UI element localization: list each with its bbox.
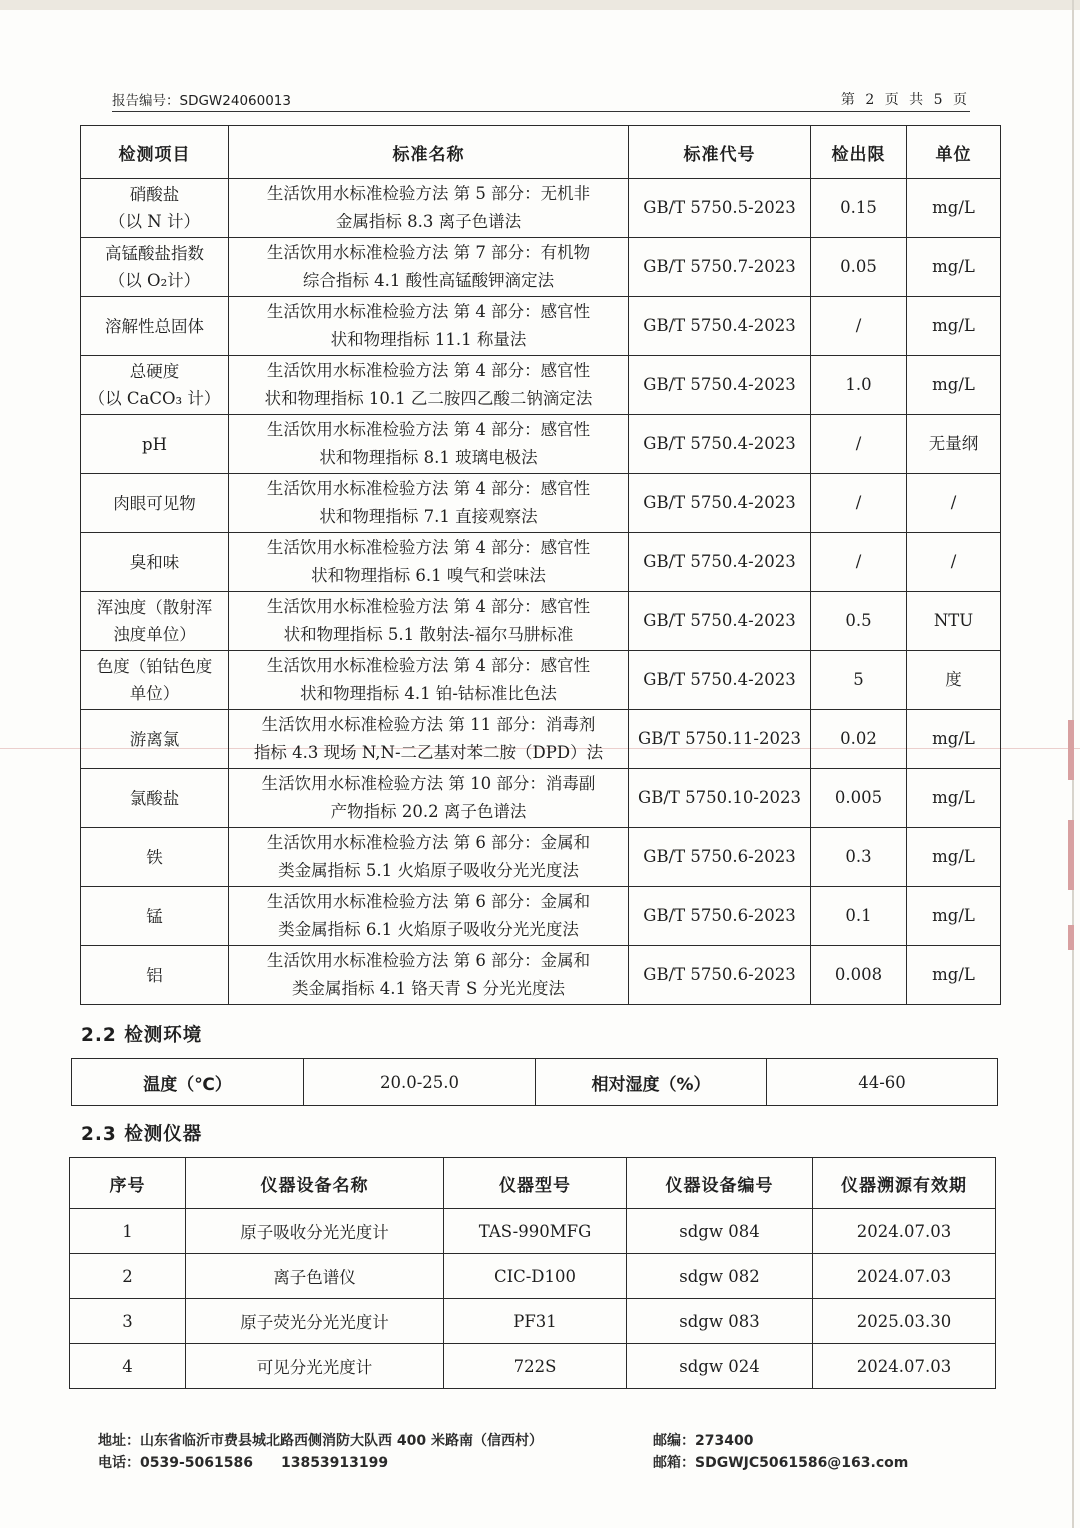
- unit: mg/L: [907, 297, 1001, 356]
- stamp-edge-mark: [1068, 720, 1074, 780]
- detection-limit: 0.02: [811, 710, 907, 769]
- item-cell: [81, 238, 229, 297]
- page-header: [112, 87, 970, 112]
- item-cell: [81, 769, 229, 828]
- table-row: [81, 356, 1001, 415]
- calibration-expiry: 2024.07.03: [813, 1209, 996, 1254]
- column-header: 仪器型号: [444, 1158, 627, 1209]
- instrument-model: CIC-D100: [444, 1254, 627, 1299]
- instrument-model: 722S: [444, 1344, 627, 1389]
- standard-name-line: 状和物理指标 4.1 铂-钴标准比色法: [300, 684, 557, 703]
- calibration-expiry: 2024.07.03: [813, 1254, 996, 1299]
- column-header: 仪器设备编号: [627, 1158, 813, 1209]
- serial-number: 4: [70, 1344, 186, 1389]
- item-basis: （以 O₂计）: [108, 271, 201, 290]
- item-basis: 浊度单位）: [113, 625, 196, 644]
- standard-name-cell: [229, 828, 629, 887]
- item-cell: [81, 828, 229, 887]
- detection-limit: /: [811, 533, 907, 592]
- standard-name-line: 状和物理指标 5.1 散射法-福尔马肼标准: [283, 625, 574, 644]
- column-header: 标准名称: [229, 126, 629, 179]
- table-row: [72, 1059, 998, 1106]
- standard-name-line: 生活饮用水标准检验方法 第 11 部分：消毒剂: [261, 715, 596, 734]
- page-number: 第 2 页 共 5 页: [840, 92, 970, 108]
- item-cell: [81, 946, 229, 1005]
- instrument-name: 原子荧光分光光度计: [186, 1299, 444, 1344]
- standard-name-line: 指标 4.3 现场 N,N-二乙基对苯二胺（DPD）法: [253, 743, 604, 762]
- standard-name-line: 生活饮用水标准检验方法 第 6 部分：金属和: [266, 833, 591, 852]
- standard-code: GB/T 5750.10-2023: [629, 769, 811, 828]
- item-basis: 单位）: [129, 684, 180, 703]
- unit: mg/L: [907, 769, 1001, 828]
- standard-name-cell: [229, 651, 629, 710]
- table-row: [81, 887, 1001, 946]
- standard-name-line: 生活饮用水标准检验方法 第 4 部分：感官性: [266, 538, 591, 557]
- item-name: 铝: [146, 965, 163, 985]
- standard-name-line: 生活饮用水标准检验方法 第 6 部分：金属和: [266, 951, 591, 970]
- standard-name-line: 状和物理指标 7.1 直接观察法: [319, 507, 538, 526]
- instruments-table: [69, 1157, 996, 1389]
- humidity-value: 44-60: [767, 1059, 998, 1106]
- detection-limit: /: [811, 415, 907, 474]
- instrument-model: PF31: [444, 1299, 627, 1344]
- item-basis: （以 N 计）: [109, 212, 200, 231]
- standard-code: GB/T 5750.6-2023: [629, 828, 811, 887]
- table-row: [81, 769, 1001, 828]
- standard-name-cell: [229, 592, 629, 651]
- standard-name-line: 状和物理指标 6.1 嗅气和尝味法: [311, 566, 546, 585]
- standard-name-cell: [229, 533, 629, 592]
- unit: 无量纲: [907, 415, 1001, 474]
- standard-name-line: 生活饮用水标准检验方法 第 10 部分：消毒副: [261, 774, 596, 793]
- temperature-label: 温度（℃）: [72, 1059, 304, 1106]
- standard-code: GB/T 5750.5-2023: [629, 179, 811, 238]
- instruments-header-row: [70, 1158, 996, 1209]
- standard-name-cell: [229, 946, 629, 1005]
- standard-code: GB/T 5750.6-2023: [629, 946, 811, 1005]
- standard-code: GB/T 5750.4-2023: [629, 533, 811, 592]
- table-row: [70, 1254, 996, 1299]
- standard-name-line: 状和物理指标 8.1 玻璃电极法: [319, 448, 538, 467]
- standard-name-line: 生活饮用水标准检验方法 第 5 部分：无机非: [266, 184, 591, 203]
- standard-name-cell: [229, 297, 629, 356]
- standard-name-cell: [229, 415, 629, 474]
- item-cell: [81, 179, 229, 238]
- standard-name-line: 生活饮用水标准检验方法 第 4 部分：感官性: [266, 361, 591, 380]
- item-name: 硝酸盐: [129, 185, 180, 204]
- column-header: 标准代号: [629, 126, 811, 179]
- standard-code: GB/T 5750.11-2023: [629, 710, 811, 769]
- table-row: [81, 946, 1001, 1005]
- item-cell: [81, 533, 229, 592]
- detection-limit: 0.3: [811, 828, 907, 887]
- standard-name-line: 综合指标 4.1 酸性高锰酸钾滴定法: [302, 271, 555, 290]
- stamp-edge-mark: [1068, 820, 1074, 890]
- standard-name-line: 类金属指标 4.1 铬天青 S 分光光度法: [291, 979, 566, 998]
- standard-name-cell: [229, 238, 629, 297]
- standard-code: GB/T 5750.4-2023: [629, 651, 811, 710]
- standard-name-line: 生活饮用水标准检验方法 第 4 部分：感官性: [266, 597, 591, 616]
- detection-limit: 0.1: [811, 887, 907, 946]
- unit: mg/L: [907, 710, 1001, 769]
- unit: mg/L: [907, 887, 1001, 946]
- detection-limit: 0.008: [811, 946, 907, 1005]
- standard-code: GB/T 5750.4-2023: [629, 356, 811, 415]
- unit: /: [907, 533, 1001, 592]
- item-cell: [81, 297, 229, 356]
- table-row: [81, 238, 1001, 297]
- unit: 度: [907, 651, 1001, 710]
- table-row: [81, 415, 1001, 474]
- standard-name-cell: [229, 474, 629, 533]
- item-name: 高锰酸盐指数: [105, 244, 204, 263]
- column-header: 检出限: [811, 126, 907, 179]
- calibration-expiry: 2025.03.30: [813, 1299, 996, 1344]
- standard-code: GB/T 5750.4-2023: [629, 415, 811, 474]
- serial-number: 3: [70, 1299, 186, 1344]
- instrument-id: sdgw 084: [627, 1209, 813, 1254]
- table-row: [81, 533, 1001, 592]
- standards-table: [80, 125, 1001, 1005]
- standard-name-line: 金属指标 8.3 离子色谱法: [335, 212, 522, 231]
- column-header: 仪器设备名称: [186, 1158, 444, 1209]
- standard-name-line: 类金属指标 5.1 火焰原子吸收分光光度法: [278, 861, 579, 880]
- item-name: 色度（铂钴色度: [96, 657, 213, 676]
- item-name: 溶解性总固体: [105, 316, 204, 336]
- detection-limit: /: [811, 474, 907, 533]
- item-name: 肉眼可见物: [113, 493, 196, 513]
- table-row: [81, 474, 1001, 533]
- standard-name-cell: [229, 356, 629, 415]
- item-name: 浑浊度（散射浑: [96, 598, 213, 617]
- column-header: 单位: [907, 126, 1001, 179]
- standard-name-line: 产物指标 20.2 离子色谱法: [330, 802, 527, 821]
- page-footer: [98, 1430, 998, 1474]
- standard-name-line: 生活饮用水标准检验方法 第 4 部分：感官性: [266, 420, 591, 439]
- standard-name-cell: [229, 179, 629, 238]
- table-row: [81, 828, 1001, 887]
- item-cell: [81, 356, 229, 415]
- item-name: 游离氯: [129, 729, 180, 749]
- standard-code: GB/T 5750.4-2023: [629, 592, 811, 651]
- table-row: [81, 179, 1001, 238]
- item-name: 氯酸盐: [129, 788, 180, 808]
- detection-limit: 0.15: [811, 179, 907, 238]
- table-row: [70, 1209, 996, 1254]
- standards-header-row: [81, 126, 1001, 179]
- table-row: [81, 297, 1001, 356]
- table-row: [70, 1299, 996, 1344]
- unit: /: [907, 474, 1001, 533]
- standard-name-cell: [229, 769, 629, 828]
- standard-name-line: 生活饮用水标准检验方法 第 4 部分：感官性: [266, 656, 591, 675]
- standard-name-line: 状和物理指标 10.1 乙二胺四乙酸二钠滴定法: [264, 389, 593, 408]
- instrument-id: sdgw 083: [627, 1299, 813, 1344]
- instrument-name: 原子吸收分光光度计: [186, 1209, 444, 1254]
- unit: mg/L: [907, 828, 1001, 887]
- column-header: 检测项目: [81, 126, 229, 179]
- table-row: [70, 1344, 996, 1389]
- page-top-shade: [0, 0, 1080, 10]
- item-name: 臭和味: [129, 552, 180, 572]
- standard-name-line: 生活饮用水标准检验方法 第 4 部分：感官性: [266, 302, 591, 321]
- unit: mg/L: [907, 179, 1001, 238]
- footer-postcode: 邮编：273400: [653, 1433, 754, 1449]
- standard-name-line: 生活饮用水标准检验方法 第 4 部分：感官性: [266, 479, 591, 498]
- column-header: 序号: [70, 1158, 186, 1209]
- item-cell: [81, 651, 229, 710]
- temperature-value: 20.0-25.0: [304, 1059, 536, 1106]
- item-name: 铁: [146, 847, 163, 867]
- detection-limit: 0.5: [811, 592, 907, 651]
- environment-section-title: 2.2 检测环境: [81, 1025, 203, 1046]
- instrument-model: TAS-990MFG: [444, 1209, 627, 1254]
- item-cell: [81, 415, 229, 474]
- stamp-edge-mark: [1068, 925, 1074, 950]
- footer-email: 邮箱：SDGWJC5061586@163.com: [653, 1455, 909, 1471]
- serial-number: 2: [70, 1254, 186, 1299]
- item-cell: [81, 710, 229, 769]
- standard-code: GB/T 5750.4-2023: [629, 474, 811, 533]
- standard-name-line: 类金属指标 6.1 火焰原子吸收分光光度法: [278, 920, 579, 939]
- detection-limit: 5: [811, 651, 907, 710]
- unit: mg/L: [907, 946, 1001, 1005]
- serial-number: 1: [70, 1209, 186, 1254]
- standard-name-cell: [229, 710, 629, 769]
- environment-table: [71, 1058, 998, 1106]
- unit: NTU: [907, 592, 1001, 651]
- report-number: 报告编号：SDGW24060013: [112, 93, 291, 109]
- standard-name-line: 生活饮用水标准检验方法 第 7 部分：有机物: [266, 243, 591, 262]
- instruments-section-title: 2.3 检测仪器: [81, 1124, 203, 1145]
- standard-name-line: 生活饮用水标准检验方法 第 6 部分：金属和: [266, 892, 591, 911]
- calibration-expiry: 2024.07.03: [813, 1344, 996, 1389]
- instrument-name: 可见分光光度计: [186, 1344, 444, 1389]
- standard-code: GB/T 5750.6-2023: [629, 887, 811, 946]
- detection-limit: 0.005: [811, 769, 907, 828]
- detection-limit: 1.0: [811, 356, 907, 415]
- item-cell: [81, 887, 229, 946]
- table-row: [81, 651, 1001, 710]
- footer-address: 地址：山东省临沂市费县城北路西侧消防大队西 400 米路南（信西村）: [98, 1433, 543, 1449]
- detection-limit: 0.05: [811, 238, 907, 297]
- footer-phone-mobile: 13853913199: [280, 1455, 389, 1471]
- standard-name-cell: [229, 887, 629, 946]
- instrument-name: 离子色谱仪: [186, 1254, 444, 1299]
- footer-phone: 电话：0539-5061586: [98, 1455, 253, 1471]
- column-header: 仪器溯源有效期: [813, 1158, 996, 1209]
- instrument-id: sdgw 024: [627, 1344, 813, 1389]
- standard-code: GB/T 5750.4-2023: [629, 297, 811, 356]
- detection-limit: /: [811, 297, 907, 356]
- unit: mg/L: [907, 356, 1001, 415]
- humidity-label: 相对湿度（%）: [536, 1059, 767, 1106]
- table-row: [81, 592, 1001, 651]
- standard-name-line: 状和物理指标 11.1 称量法: [330, 330, 527, 349]
- item-cell: [81, 592, 229, 651]
- item-name: 锰: [146, 906, 163, 926]
- unit: mg/L: [907, 238, 1001, 297]
- standard-code: GB/T 5750.7-2023: [629, 238, 811, 297]
- item-cell: [81, 474, 229, 533]
- item-name: 总硬度: [129, 362, 180, 381]
- table-row: [81, 710, 1001, 769]
- instrument-id: sdgw 082: [627, 1254, 813, 1299]
- item-name: pH: [142, 434, 167, 454]
- item-basis: （以 CaCO₃ 计）: [88, 389, 221, 408]
